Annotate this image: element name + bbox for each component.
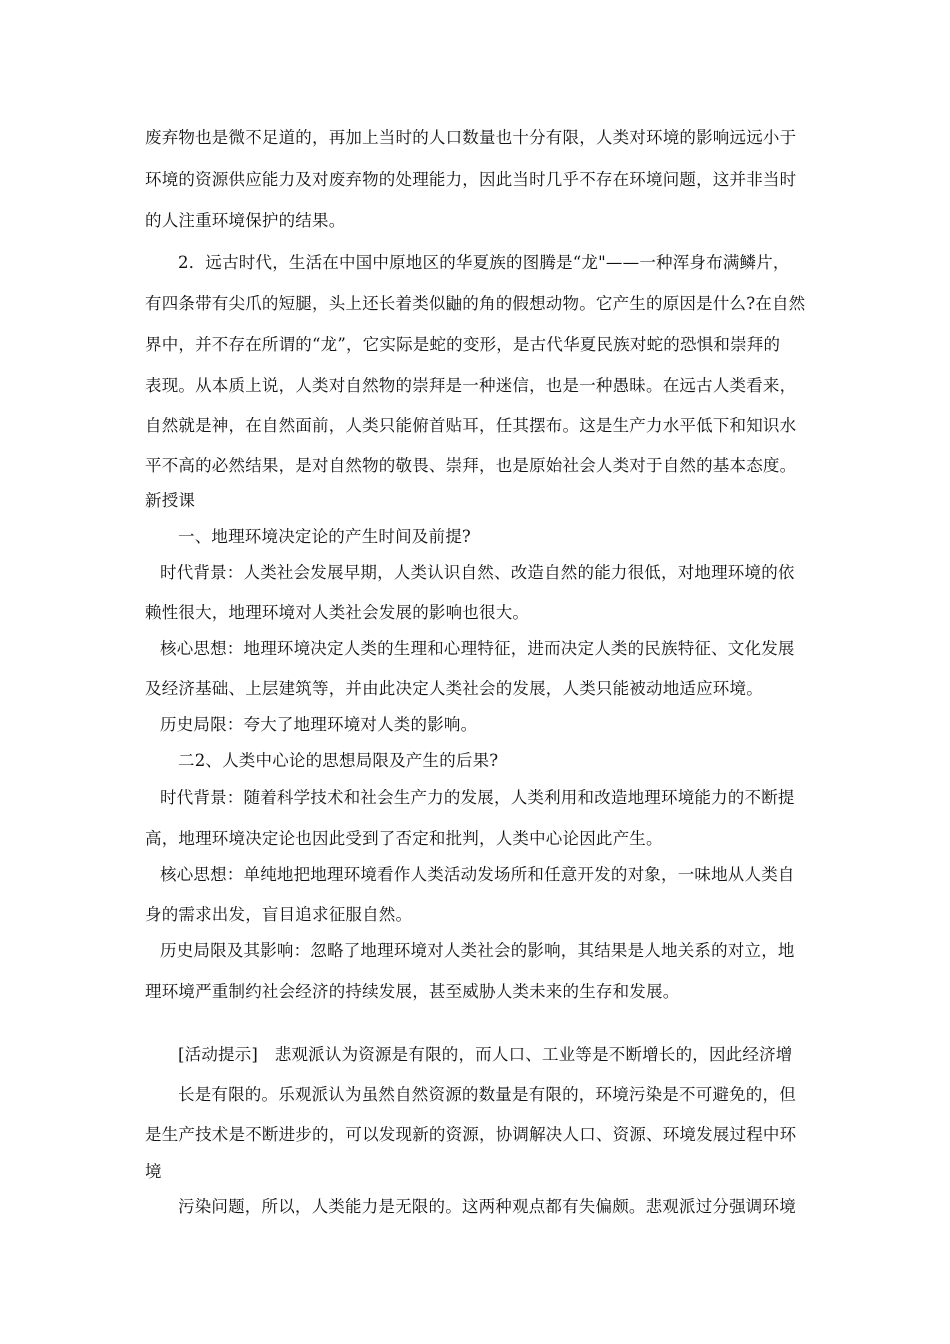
- text-line: 界中，并不存在所谓的“龙”，它实际是蛇的变形，是古代华夏民族对蛇的恐惧和崇拜的: [145, 335, 781, 354]
- text-line: 的人注重环境保护的结果。: [145, 211, 346, 230]
- text-line: 表现。从本质上说，人类对自然物的崇拜是一种迷信，也是一种愚昧。在远古人类看来，: [145, 376, 797, 395]
- question-heading: 二2、人类中心论的思想局限及产生的后果?: [178, 751, 499, 770]
- text-line: 赖性很大，地理环境对人类社会发展的影响也很大。: [145, 603, 530, 622]
- text-line: 有四条带有尖爪的短腿，头上还长着类似鼬的角的假想动物。它产生的原因是什么?在自然: [145, 294, 806, 313]
- text-line: 高，地理环境决定论也因此受到了否定和批判，人类中心论因此产生。: [145, 829, 663, 848]
- text-line: 核心思想：地理环境决定人类的生理和心理特征，进而决定人类的民族特征、文化发展: [160, 639, 795, 658]
- text-line: 平不高的必然结果，是对自然物的敬畏、崇拜，也是原始社会人类对于自然的基本态度。: [145, 456, 797, 475]
- text-line: 2．远古时代，生活在中国中原地区的华夏族的图腾是“龙"——一种浑身布满鳞片，: [178, 253, 790, 272]
- text-line: 废弃物也是微不足道的，再加上当时的人口数量也十分有限，人类对环境的影响远远小于: [145, 128, 797, 147]
- text-line: 时代背景：随着科学技术和社会生产力的发展，人类利用和改造地理环境能力的不断提: [160, 788, 795, 807]
- section-heading: 新授课: [145, 491, 196, 510]
- text-line: 自然就是神，在自然面前，人类只能俯首贴耳，任其摆布。这是生产力水平低下和知识水: [145, 416, 797, 435]
- text-line: 身的需求出发，盲目追求征服自然。: [145, 905, 413, 924]
- text-line: 历史局限及其影响：忽略了地理环境对人类社会的影响，其结果是人地关系的对立，地: [160, 941, 795, 960]
- text-line: 理环境严重制约社会经济的持续发展，甚至威胁人类未来的生存和发展。: [145, 982, 680, 1001]
- text-line: 时代背景：人类社会发展早期，人类认识自然、改造自然的能力很低，对地理环境的依: [160, 563, 795, 582]
- text-line: 境: [145, 1162, 162, 1181]
- text-line: 环境的资源供应能力及对废弃物的处理能力，因此当时几乎不存在环境问题，这并非当时: [145, 170, 797, 189]
- text-line: 污染问题，所以，人类能力是无限的。这两种观点都有失偏颇。悲观派过分强调环境: [178, 1197, 796, 1216]
- question-heading: 一、地理环境决定论的产生时间及前提?: [178, 527, 471, 546]
- text-line: [活动提示] 悲观派认为资源是有限的，而人口、工业等是不断增长的，因此经济增: [178, 1045, 793, 1064]
- text-line: 核心思想：单纯地把地理环境看作人类活动发场所和任意开发的对象，一味地从人类自: [160, 865, 795, 884]
- text-line: 历史局限：夸大了地理环境对人类的影响。: [160, 715, 478, 734]
- text-line: 是生产技术是不断进步的，可以发现新的资源，协调解决人口、资源、环境发展过程中环: [145, 1125, 797, 1144]
- text-line: 及经济基础、上层建筑等，并由此决定人类社会的发展，人类只能被动地适应环境。: [145, 679, 763, 698]
- text-line: 长是有限的。乐观派认为虽然自然资源的数量是有限的，环境污染是不可避免的，但: [178, 1085, 796, 1104]
